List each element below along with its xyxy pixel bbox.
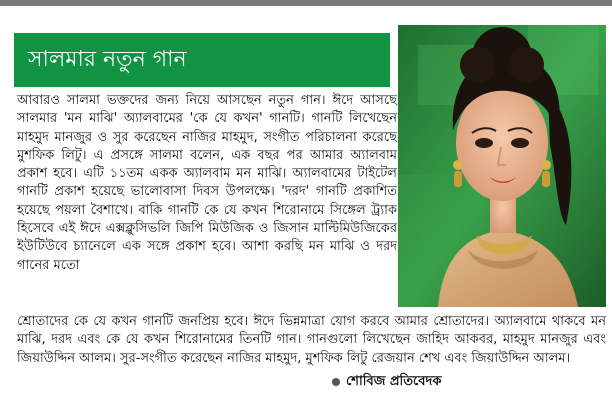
headline-banner — [14, 33, 390, 87]
top-rule — [0, 0, 612, 6]
article-body-wide: শ্রোতাদের কে যে কখন গানটি জনপ্রিয় হবে। ঈদে ভিন্নমাত্রা যোগ করবে আমার শ্রোতাদের। অ্যালবামে থাকবে মন মাঝি, দরদ এবং কে যে কখন শিরোনামের তিনটি গান। গানগুলো লিখেছেন জাহিদ আকবর, মাহমুদ মানজুর এবং জিয়াউদ্দিন আলম। সুর-সংগীত করেছেন নাজির মাহমুদ, মুশফিক লিটু রেজয়ান শেখ এবং জিয়াউদ্দিন আলম। — [17, 314, 606, 366]
byline — [332, 373, 441, 391]
headline-title: সালমার নতুন গান — [28, 47, 187, 72]
byline-text: শোবিজ প্রতিবেদক — [346, 374, 442, 389]
article-photo — [398, 25, 606, 307]
byline-bullet-icon — [332, 378, 340, 386]
article-body-main: আবারও সালমা ভক্তদের জন্য নিয়ে আসছেন নতুন গান। ঈদে আসছে সালমার 'মন মাঝি' অ্যালবামের 'কে যে কখন' গানটি। গানটি লিখেছেন মাহমুদ মানজুর ও সুর করেছেন নাজির মাহমুদ, সংগীত পরিচালনা করেছে মুশফিক লিটু। এ প্রসঙ্গে সালমা বলেন, এক বছর পর আমার অ্যালবাম প্রকাশ হবে। এটি ১১তম একক অ্যালবাম মন মাঝি। অ্যালবামের টাইটেল গানটি প্রকাশ হয়েছে ভালোবাসা দিবস উপলক্ষে। 'দরদ' গানটি প্রকাশিত হয়েছে পয়লা বৈশাখে। বাকি গানটি কে যে কখন শিরোনামে সিঙ্গেল ট্র্যাক হিসেবে এই ঈদে এক্সক্লুসিভলি জিপি মিউজিক ও জিসান মাল্টিমিউজিকের ইউটিউবে চ্যানেলে এক সঙ্গে প্রকাশ হবে। আশা করছি মন মাঝি ও দরদ গানের মতো — [17, 93, 397, 273]
portrait-illustration — [398, 25, 606, 307]
